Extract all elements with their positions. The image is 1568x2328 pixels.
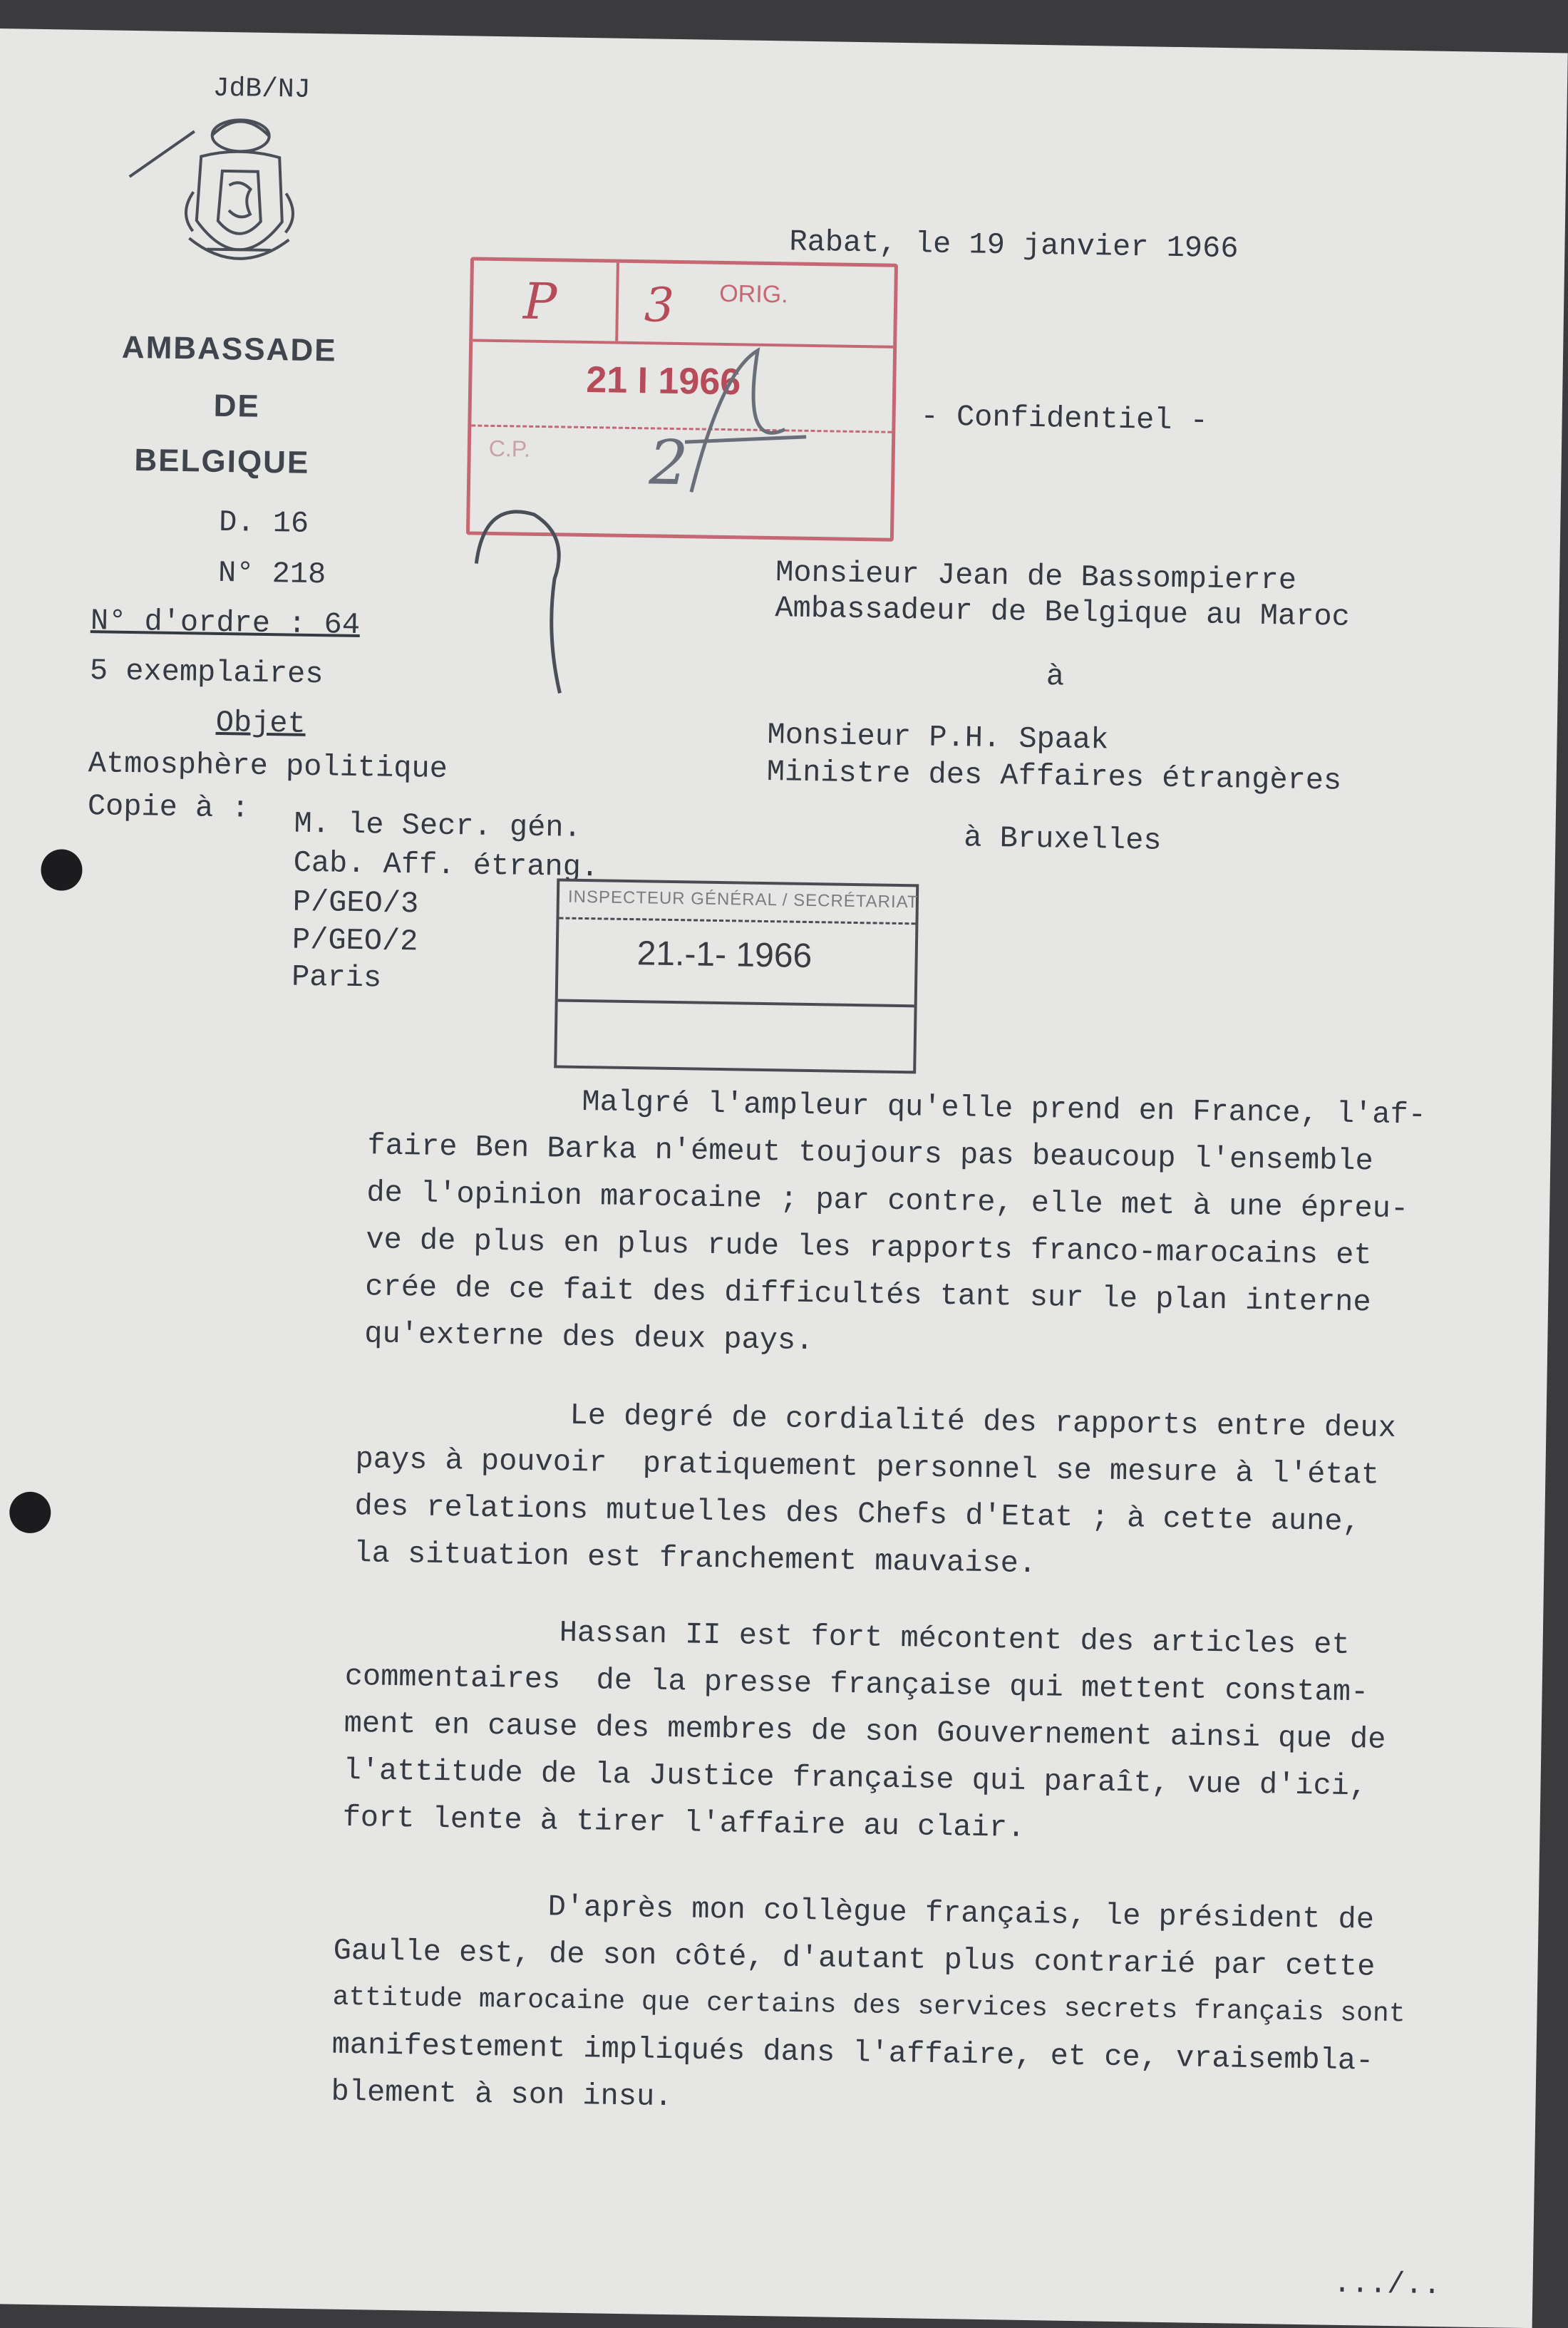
copy-to-line-1: M. le Secr. gén. bbox=[294, 806, 582, 845]
text-line: fort lente à tirer l'affaire au clair. bbox=[342, 1800, 1026, 1845]
copy-to-line-3: P/GEO/3 bbox=[292, 885, 419, 922]
copy-to-label: Copie à : bbox=[87, 789, 250, 826]
text-line: manifestement impliqués dans l'affaire, et ce, vraisembla- bbox=[331, 2027, 1374, 2079]
copy-to-line-4: P/GEO/2 bbox=[292, 922, 418, 959]
continuation-mark: .../.. bbox=[1333, 2266, 1442, 2303]
stamp-cp-label: C.P. bbox=[488, 435, 531, 462]
body-paragraph-4 bbox=[331, 1880, 1407, 2133]
subject-text: Atmosphère politique bbox=[88, 746, 448, 786]
copies-count: 5 exemplaires bbox=[89, 654, 324, 692]
text-line: crée de ce fait des difficultés tant sur le plan interne bbox=[364, 1269, 1371, 1320]
body-paragraph-1 bbox=[364, 1075, 1427, 1374]
stamp-number: 3 bbox=[644, 277, 675, 333]
dossier-number: D. 16 bbox=[218, 505, 309, 541]
recipient-place: à Bruxelles bbox=[963, 820, 1162, 858]
text-line: ve de plus en plus rude les rapports franco-marocains et bbox=[365, 1222, 1373, 1273]
text-line: de l'opinion marocaine ; par contre, elle met à une épreu- bbox=[366, 1175, 1409, 1227]
copy-to-line-5: Paris bbox=[291, 959, 382, 996]
text-line: qu'externe des deux pays. bbox=[363, 1317, 814, 1359]
stamp-letter: P bbox=[522, 272, 557, 331]
document-number: N° 218 bbox=[217, 555, 326, 592]
secretariat-stamp-header: INSPECTEUR GÉNÉRAL / SECRÉTARIAT bbox=[567, 887, 919, 912]
text-line: Gaulle est, de son côté, d'autant plus contrarié par cette bbox=[333, 1933, 1376, 1984]
punch-hole bbox=[41, 849, 83, 891]
text-line: Hassan II est fort mécontent des articles et bbox=[559, 1615, 1350, 1663]
text-line: blement à son insu. bbox=[331, 2074, 673, 2115]
text-line: faire Ben Barka n'émeut toujours pas beaucoup l'ensemble bbox=[367, 1128, 1374, 1179]
embassy-line-3: BELGIQUE bbox=[134, 443, 310, 480]
belgian-coat-of-arms-icon bbox=[120, 105, 316, 287]
reference-code: JdB/NJ bbox=[212, 73, 311, 105]
sender-name: Monsieur Jean de Bassompierre bbox=[775, 555, 1297, 598]
text-line: pays à pouvoir pratiquement personnel se mesure à l'état bbox=[355, 1442, 1380, 1493]
text-line: D'après mon collègue français, le président de bbox=[547, 1890, 1375, 1937]
stamp-annotation: 2 bbox=[648, 427, 689, 500]
embassy-line-1: AMBASSADE bbox=[121, 329, 337, 369]
body-paragraph-3 bbox=[342, 1606, 1388, 1858]
text-line: attitude marocaine que certains des services secrets français sont bbox=[332, 1982, 1405, 2030]
address-to: à bbox=[1046, 659, 1065, 694]
subject-label: Objet bbox=[215, 705, 306, 741]
secretariat-stamp bbox=[554, 878, 919, 1073]
order-number: N° d'ordre : 64 bbox=[90, 604, 361, 643]
embassy-line-2: DE bbox=[213, 388, 261, 424]
text-line: commentaires de la presse française qui mettent constam- bbox=[344, 1659, 1369, 1710]
sender-title: Ambassadeur de Belgique au Maroc bbox=[774, 591, 1351, 634]
punch-hole bbox=[9, 1491, 51, 1533]
text-line: Malgré l'ampleur qu'elle prend en France, l'af- bbox=[582, 1085, 1427, 1133]
letter-page bbox=[0, 29, 1568, 2328]
text-line: Le degré de cordialité des rapports entre deux bbox=[569, 1398, 1397, 1446]
place-date: Rabat, le 19 janvier 1966 bbox=[789, 225, 1239, 267]
text-line: l'attitude de la Justice française qui paraît, vue d'ici, bbox=[343, 1753, 1368, 1804]
text-line: ment en cause des membres de son Gouvernement ainsi que de bbox=[344, 1706, 1386, 1757]
copy-to-line-2: Cab. Aff. étrang. bbox=[293, 845, 599, 885]
handwritten-loop bbox=[460, 478, 592, 708]
recipient-name: Monsieur P.H. Spaak bbox=[767, 718, 1109, 758]
secretariat-stamp-date: 21.-1- 1966 bbox=[636, 934, 813, 976]
recipient-title: Ministre des Affaires étrangères bbox=[766, 755, 1342, 798]
stamp-date: 21 I 1966 bbox=[585, 359, 741, 403]
body-paragraph-2 bbox=[354, 1389, 1396, 1593]
text-line: des relations mutuelles des Chefs d'Etat ; à cette aune, bbox=[354, 1489, 1361, 1540]
classification: - Confidentiel - bbox=[920, 399, 1209, 438]
text-line: la situation est franchement mauvaise. bbox=[354, 1536, 1037, 1582]
stamp-orig-label: ORIG. bbox=[718, 279, 788, 309]
